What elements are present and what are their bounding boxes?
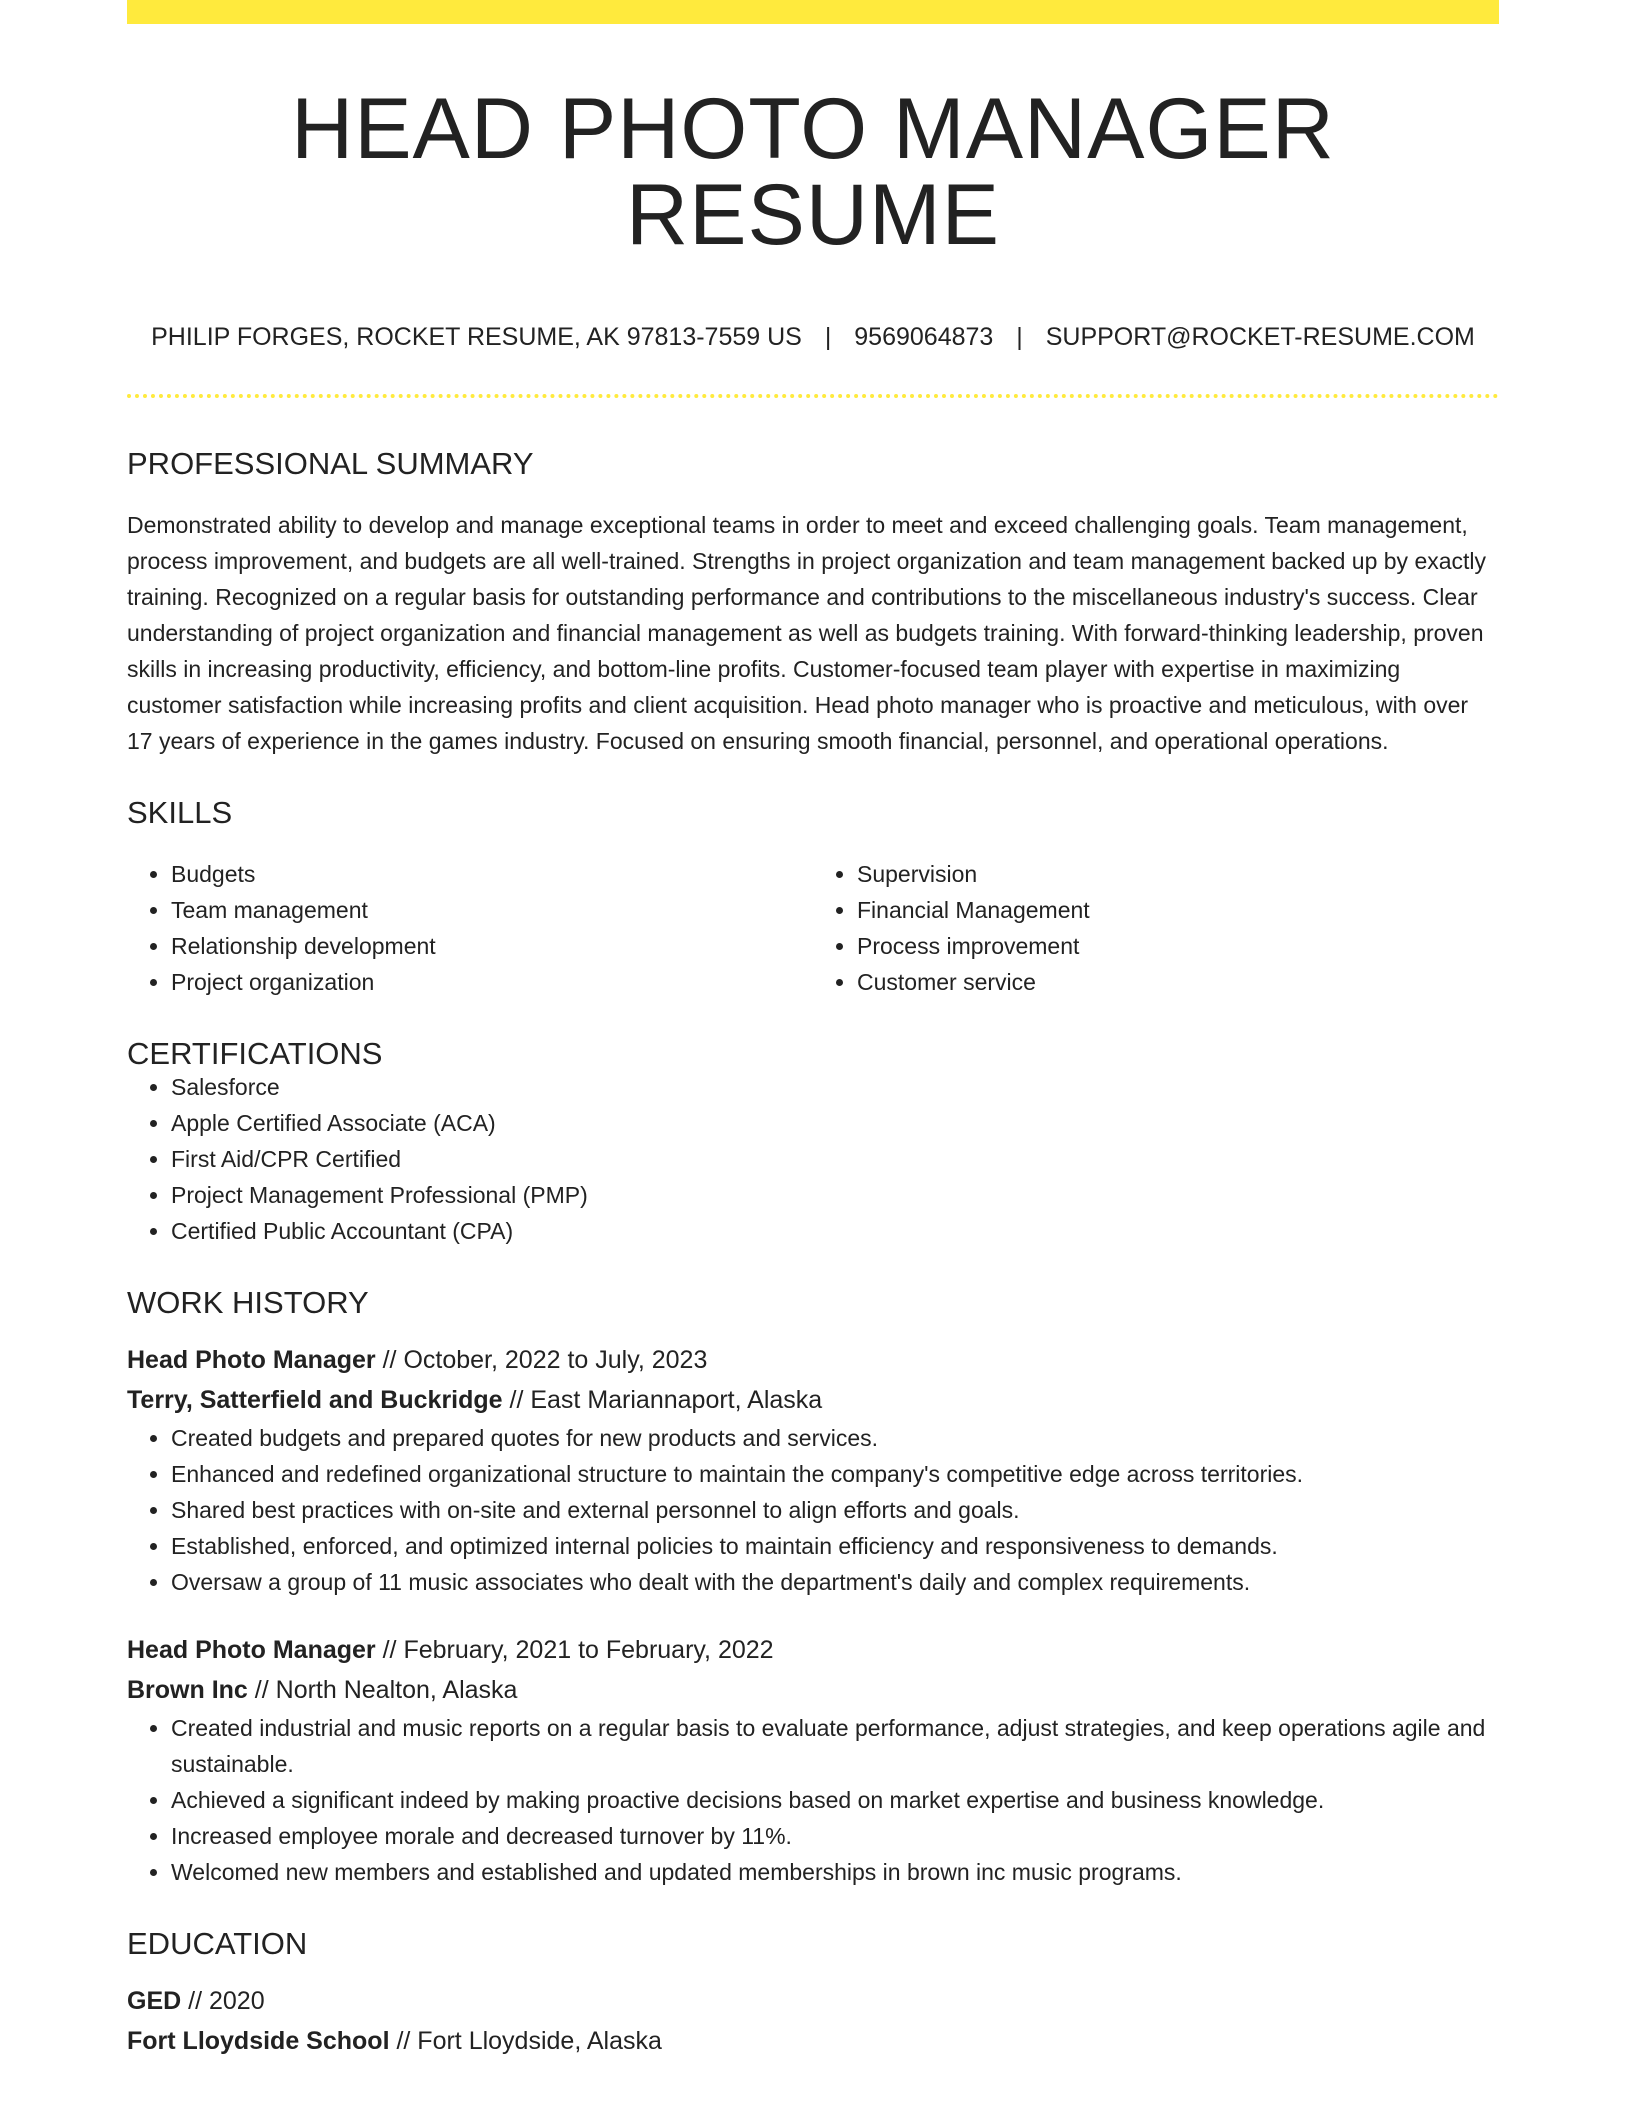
job-title: Head Photo Manager <box>127 1346 376 1374</box>
certification-item: • Certified Public Accountant (CPA) <box>171 1213 1499 1249</box>
job-company: Terry, Satterfield and Buckridge <box>127 1386 503 1414</box>
job-company: Brown Inc <box>127 1676 248 1704</box>
job-dates: // October, 2022 to July, 2023 <box>382 1346 708 1374</box>
job-title-line <box>127 1630 1499 1670</box>
certifications-heading: CERTIFICATIONS <box>127 1036 383 1071</box>
dotted-divider <box>127 394 1499 398</box>
contact-phone: 9569064873 <box>854 323 994 351</box>
summary-heading: PROFESSIONAL SUMMARY <box>127 446 534 481</box>
skill-item: • Project organization <box>171 964 813 1000</box>
top-accent-bar <box>127 0 1499 24</box>
education-school-line <box>127 2021 1499 2061</box>
skills-list-left <box>127 856 813 1000</box>
education-school: Fort Lloydside School <box>127 2027 390 2055</box>
education-heading: EDUCATION <box>127 1926 308 1961</box>
job-company-line <box>127 1380 1499 1420</box>
job-bullet: • Shared best practices with on-site and external personnel to align efforts and goals. <box>171 1492 1499 1528</box>
education-degree-line <box>127 1981 1499 2021</box>
skill-item: • Process improvement <box>857 928 1499 964</box>
job-title: Head Photo Manager <box>127 1636 376 1664</box>
resume-page <box>127 0 1499 2061</box>
job-bullet: • Enhanced and redefined organizational structure to maintain the company's competitive edge across territories. <box>171 1456 1499 1492</box>
education-degree: GED <box>127 1987 182 2015</box>
skills-heading: SKILLS <box>127 795 233 830</box>
job-bullets <box>127 1710 1499 1890</box>
job-dates: // February, 2021 to February, 2022 <box>382 1636 774 1664</box>
contact-address: PHILIP FORGES, ROCKET RESUME, AK 97813-7559 US <box>151 323 802 351</box>
job-bullet: • Oversaw a group of 11 music associates who dealt with the department's daily and complex requirements. <box>171 1564 1499 1600</box>
job-company-line <box>127 1670 1499 1710</box>
job-bullet: • Increased employee morale and decreased turnover by 11%. <box>171 1818 1499 1854</box>
job-location: // East Mariannaport, Alaska <box>509 1386 823 1414</box>
job-location: // North Nealton, Alaska <box>254 1676 518 1704</box>
skills-grid <box>127 856 1499 1000</box>
skill-item: • Relationship development <box>171 928 813 964</box>
certifications-list <box>127 1069 1499 1249</box>
job-bullet: • Created industrial and music reports on a regular basis to evaluate performance, adjust strategies, and keep operations agile and sustainable. <box>171 1710 1499 1782</box>
job-bullet: • Established, enforced, and optimized internal policies to maintain efficiency and responsiveness to demands. <box>171 1528 1499 1564</box>
contact-separator: | <box>824 323 832 351</box>
certification-item: • Apple Certified Associate (ACA) <box>171 1105 1499 1141</box>
job-bullets <box>127 1420 1499 1600</box>
job-bullet: • Achieved a significant indeed by making proactive decisions based on market expertise and business knowledge. <box>171 1782 1499 1818</box>
skills-list-right <box>813 856 1499 1000</box>
skill-item: • Financial Management <box>857 892 1499 928</box>
skill-item: • Customer service <box>857 964 1499 1000</box>
job-bullet: • Welcomed new members and established and updated memberships in brown inc music programs. <box>171 1854 1499 1890</box>
job-bullet: • Created budgets and prepared quotes for new products and services. <box>171 1420 1499 1456</box>
contact-line <box>127 322 1499 352</box>
education-location: // Fort Lloydside, Alaska <box>396 2027 662 2055</box>
skill-item: • Budgets <box>171 856 813 892</box>
certification-item: • First Aid/CPR Certified <box>171 1141 1499 1177</box>
certification-item: • Project Management Professional (PMP) <box>171 1177 1499 1213</box>
work-history-heading: WORK HISTORY <box>127 1285 369 1320</box>
contact-email: SUPPORT@ROCKET-RESUME.COM <box>1045 323 1475 351</box>
skill-item: • Supervision <box>857 856 1499 892</box>
summary-text: Demonstrated ability to develop and manage exceptional teams in order to meet and exceed challenging goals. Team management, process improvement, and budgets are all well-trained. Strengths in project organization and team management backed up by exactly training. Recognized on a regular basis for outstanding performance and contributions to the miscellaneous industry's success. Clear understanding of project organization and financial management as well as budgets training. With forward-thinking leadership, proven skills in increasing productivity, efficiency, and bottom-line profits. Customer-focused team player with expertise in maximizing customer satisfaction while increasing profits and client acquisition. Head photo manager who is proactive and meticulous, with over 17 years of experience in the games industry. Focused on ensuring smooth financial, personnel, and operational operations. <box>127 512 1487 754</box>
resume-title: HEAD PHOTO MANAGER RESUME <box>291 81 1335 263</box>
education-year: // 2020 <box>188 1987 265 2015</box>
contact-separator: | <box>1016 323 1023 351</box>
certification-item: • Salesforce <box>171 1069 1499 1105</box>
skill-item: • Team management <box>171 892 813 928</box>
job-title-line <box>127 1340 1499 1380</box>
